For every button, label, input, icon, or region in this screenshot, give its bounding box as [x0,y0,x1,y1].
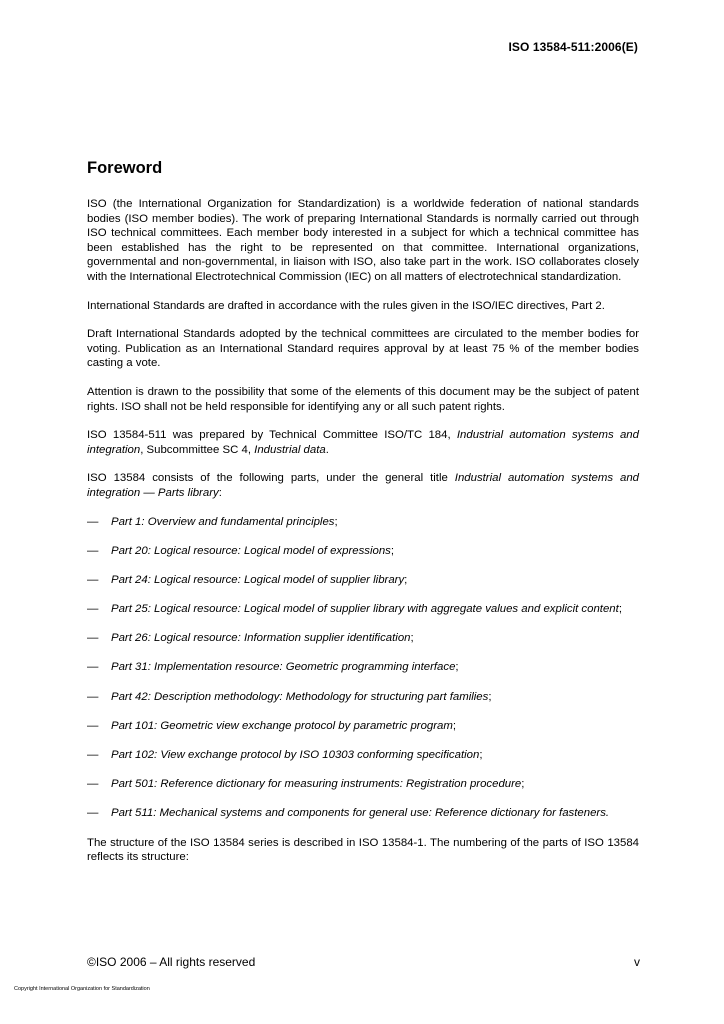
part-title: Part 42: Description methodology: Methodology for structuring part families [111,690,489,703]
list-item [87,573,639,588]
part-tail: ; [618,603,622,616]
paragraph-parts-intro [87,471,639,500]
list-item [87,602,639,617]
list-item [87,515,639,530]
list-item [87,631,639,646]
foreword-title: Foreword [87,159,163,177]
page-number: v [634,955,640,969]
part-tail: ; [390,544,395,557]
part-tail: ; [488,690,492,703]
paragraph-patent-rights: Attention is drawn to the possibility that some of the elements of this document may be the subject of patent rights. ISO shall not be held responsible for identifying any or all such patent rights. [87,385,639,413]
part-tail: ; [404,573,408,586]
period: . [325,443,329,456]
part-tail: ; [479,749,483,761]
subcommittee-text: , Subcommittee SC 4, [140,443,255,456]
part-title: Part 501: Reference dictionary for measuring instruments: Registration procedure [111,778,522,791]
part-title: Part 31: Implementation resource: Geometric programming interface [111,661,456,674]
paragraph-drafting-rules: International Standards are drafted in accordance with the rules given in the ISO/IEC directives, Part 2. [87,299,605,312]
parts-list [87,515,639,821]
prepared-by-text: ISO 13584-511 was prepared by Technical Committee ISO/TC 184, [87,429,457,442]
footer-copyright: ©ISO 2006 – All rights reserved [87,955,256,969]
dash: — [87,807,99,820]
document-id-header: ISO 13584-511:2006(E) [508,40,638,54]
list-item [87,777,639,792]
part-tail: ; [452,719,457,732]
dash: — [87,719,99,732]
parts-intro-text: ISO 13584 consists of the following parts, under the general title [87,472,455,485]
part-title: Part 26: Logical resource: Information supplier identification [111,632,411,645]
paragraph-iso-intro: ISO (the International Organization for Standardization) is a worldwide federation of national standards bodies (ISO member bodies). The work of preparing International Standards is normally carried out through ISO technical committees. Each member body interested in a subject for which a technical committee has been established has the right to be represented on that committee. International organizations, governmental and non-governmental, in liaison with ISO, also take part in the work. ISO collaborates closely with the International Electrotechnical Commission (IEC) on all matters of electrotechnical standardization. [87,198,639,283]
list-item [87,748,639,763]
licence-note: Copyright International Organization for Standardization [14,986,150,992]
list-item [87,690,639,705]
part-title: Part 102: View exchange protocol by ISO 10303 conforming specification [111,749,480,761]
part-title: Part 511: Mechanical systems and components for general use: Reference dictionary for fasteners. [111,807,610,820]
part-tail: ; [455,661,459,674]
foreword-section [87,158,639,879]
dash: — [87,632,99,645]
part-tail: ; [521,778,525,791]
part-tail: ; [334,515,338,528]
list-item [87,806,639,821]
dash: — [87,544,99,557]
part-title: Part 25: Logical resource: Logical model of supplier library with aggregate values and explicit content [111,603,619,616]
dash: — [87,603,99,616]
paragraph-voting: Draft International Standards adopted by the technical committees are circulated to the member bodies for voting. Publication as an International Standard requires approval by at least 75 % of the member bodies casting a vote. [87,328,639,370]
committee-title: Industrial automation systems and integration [87,429,639,456]
list-item [87,660,639,675]
dash: — [87,515,99,528]
colon: : [218,486,222,499]
part-title: Part 20: Logical resource: Logical model of expressions [111,544,391,557]
dash: — [87,778,99,791]
dash: — [87,573,99,586]
list-item [87,544,639,559]
paragraph-structure: The structure of the ISO 13584 series is described in ISO 13584-1. The numbering of the parts of ISO 13584 reflects its structure: [87,836,639,864]
part-title: Part 24: Logical resource: Logical model of supplier library [111,573,405,586]
part-title: Part 1: Overview and fundamental principles [111,515,335,528]
subcommittee-title: Industrial data [254,443,326,456]
list-item [87,719,639,734]
general-title: Industrial automation systems and integration — Parts library [87,472,639,499]
dash: — [87,661,99,674]
paragraph-prepared-by [87,428,639,457]
dash: — [87,749,99,761]
part-title: Part 101: Geometric view exchange protocol by parametric program [111,719,453,732]
part-tail: ; [410,632,414,645]
dash: — [87,690,99,703]
